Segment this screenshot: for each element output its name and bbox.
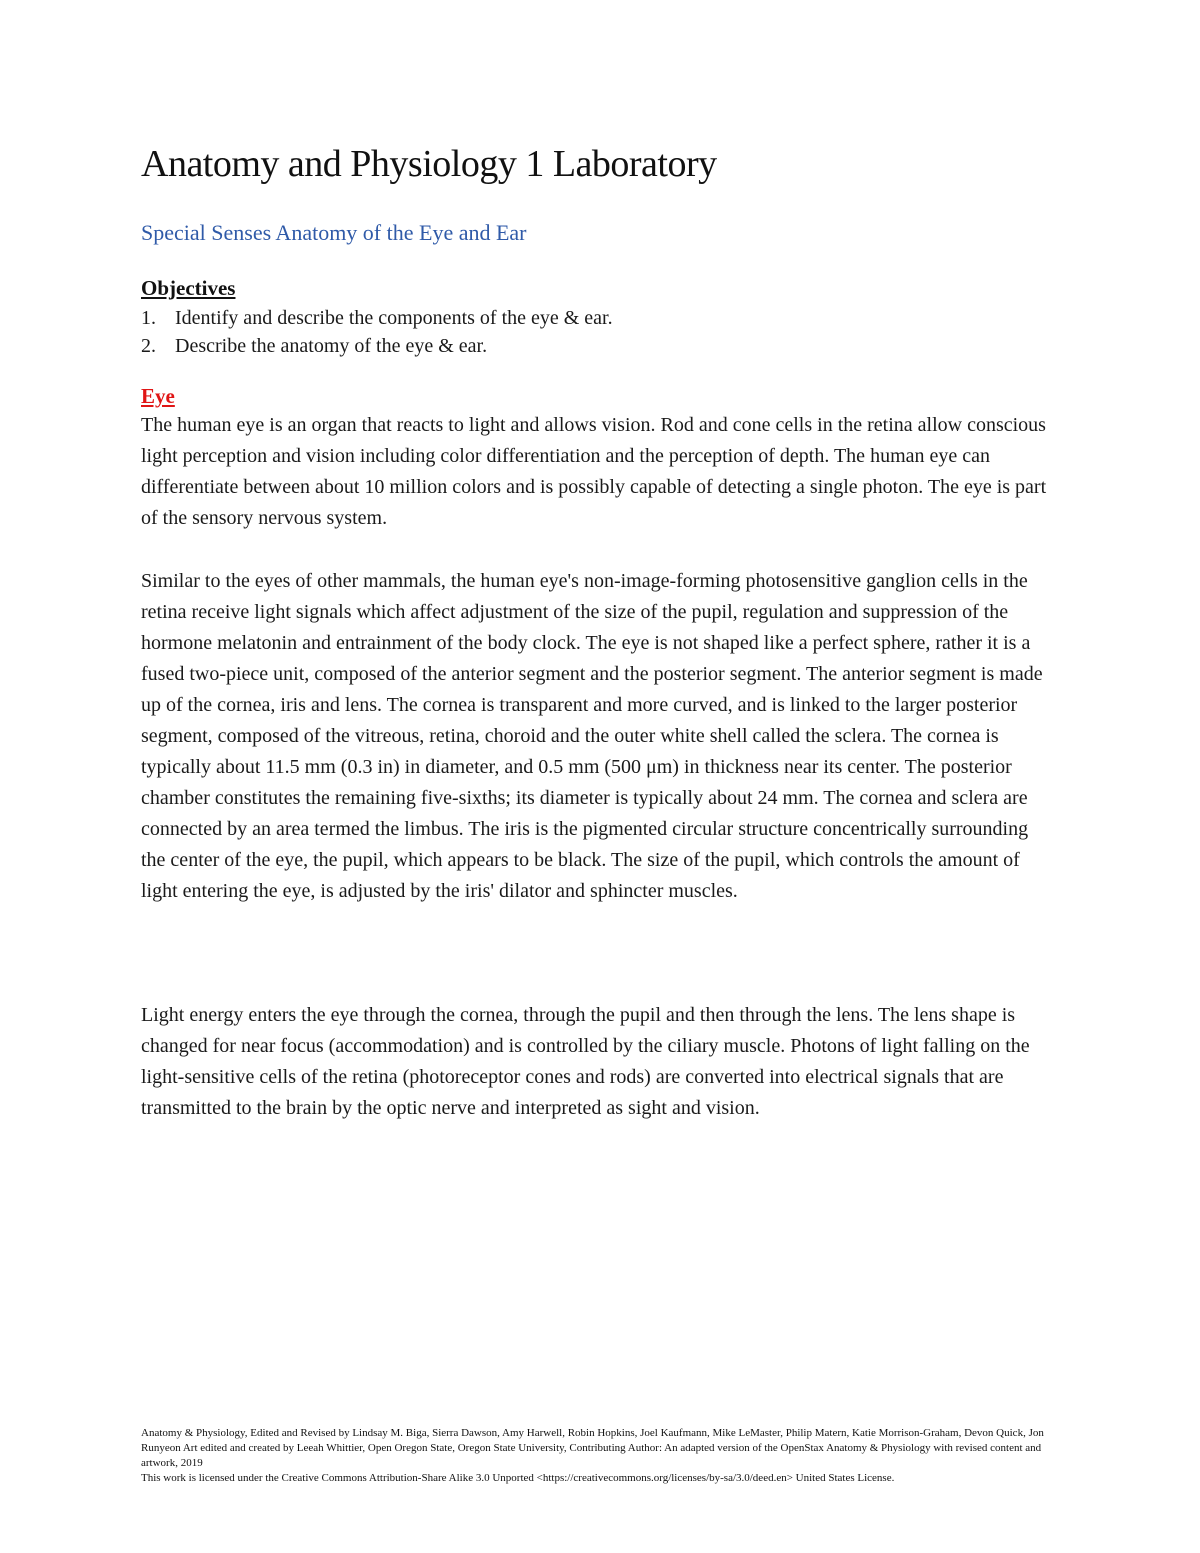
objective-item xyxy=(141,304,613,332)
objectives-heading: Objectives xyxy=(141,276,236,300)
objective-number: 2. xyxy=(141,335,156,357)
objective-text: Identify and describe the components of the eye & ear. xyxy=(175,307,613,329)
eye-paragraph-light: Light energy enters the eye through the cornea, through the pupil and then through the lens. The lens shape is changed for near focus (accommodation) and is controlled by the ciliary muscle. Photons of light falling on the light-sensitive cells of the retina (photoreceptor cones and rods) are converted into electrical signals that are transmitted to the brain by the optic nerve and interpreted as sight and vision. xyxy=(141,1004,1030,1119)
eye-section-heading: Eye xyxy=(141,384,175,408)
footer-attribution xyxy=(141,1426,1056,1486)
footer-credits: Anatomy & Physiology, Edited and Revised by Lindsay M. Biga, Sierra Dawson, Amy Harwell, Robin Hopkins, Joel Kaufmann, Mike LeMaster, Philip Matern, Katie Morrison-Graham, Devon Quick, Jon Runyeon Art edited and created by Leeah Whittier, Open Oregon State, Oregon State University, Contributing Author: An adapted version of the OpenStax Anatomy & Physiology with revised content and artwork, 2019 xyxy=(141,1427,1044,1469)
eye-paragraph-intro: The human eye is an organ that reacts to light and allows vision. Rod and cone cells in the retina allow conscious light perception and vision including color differentiation and the perception of depth. The human eye can differentiate between about 10 million colors and is possibly capable of detecting a single photon. The eye is part of the sensory nervous system. xyxy=(141,414,1047,529)
objective-item xyxy=(141,332,613,360)
objective-number: 1. xyxy=(141,307,156,329)
objectives-list xyxy=(141,304,613,360)
objective-text: Describe the anatomy of the eye & ear. xyxy=(175,335,488,357)
document-subtitle: Special Senses Anatomy of the Eye and Ear xyxy=(141,220,527,245)
document-title: Anatomy and Physiology 1 Laboratory xyxy=(141,143,717,185)
eye-paragraph-structure: Similar to the eyes of other mammals, the human eye's non-image-forming photosensitive ganglion cells in the retina receive light signals which affect adjustment of the size of the pupil, regulation and suppression of the hormone melatonin and entrainment of the body clock. The eye is not shaped like a perfect sphere, rather it is a fused two-piece unit, composed of the anterior segment and the posterior segment. The anterior segment is made up of the cornea, iris and lens. The cornea is transparent and more curved, and is linked to the larger posterior segment, composed of the vitreous, retina, choroid and the outer white shell called the sclera. The cornea is typically about 11.5 mm (0.3 in) in diameter, and 0.5 mm (500 μm) in thickness near its center. The posterior chamber constitutes the remaining five-sixths; its diameter is typically about 24 mm. The cornea and sclera are connected by an area termed the limbus. The iris is the pigmented circular structure concentrically surrounding the center of the eye, the pupil, which appears to be black. The size of the pupil, which controls the amount of light entering the eye, is adjusted by the iris' dilator and sphincter muscles. xyxy=(141,570,1043,902)
footer-license: This work is licensed under the Creative Commons Attribution-Share Alike 3.0 Unported <https://creativecommons.org/licenses/by-sa/3.0/deed.en> United States License. xyxy=(141,1472,895,1484)
